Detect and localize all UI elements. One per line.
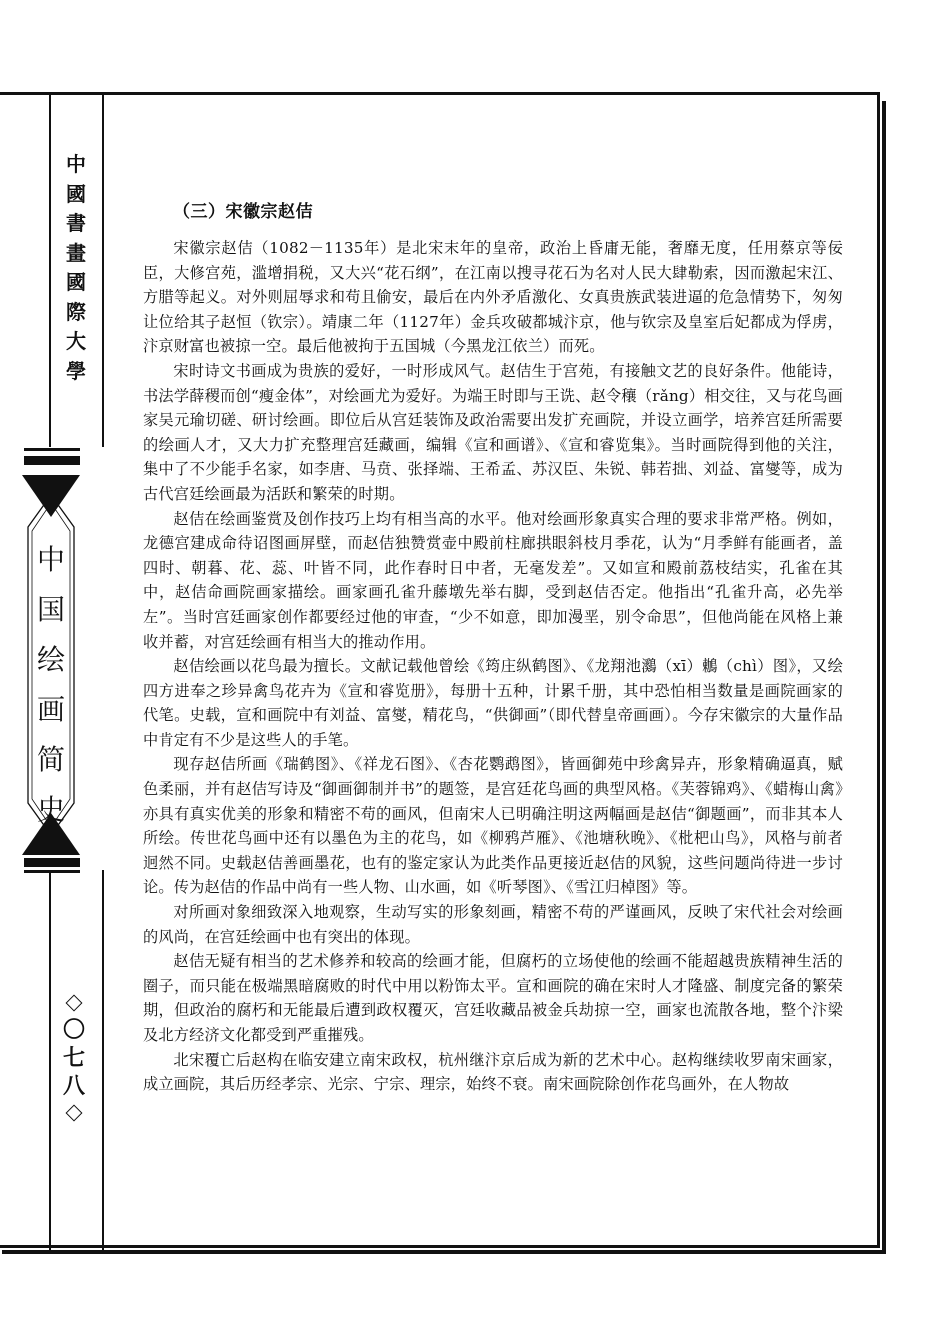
band-rule-top-1 [24,448,80,451]
band-rule-bottom-1 [24,858,80,867]
page-number-char: 〇 [62,1017,85,1043]
paragraph: 赵佶无疑有相当的艺术修养和较高的绘画才能，但腐朽的立场使他的绘画不能超越贵族精神生活的圈子，而只能在极端黑暗腐败的时代中用以粉饰太平。宣和画院的确在宋时人才隆盛、制度完备的繁荣期，但政治的腐朽和无能最后遭到政权覆灭，宫廷收藏品被金兵劫掠一空，画家也流散各地，整个汴梁及北方经济文化都受到严重摧残。 [143,952,843,1044]
paragraph: 现存赵佶所画《瑞鹤图》、《祥龙石图》、《杏花鹦鹉图》，皆画御苑中珍禽异卉，形象精确逼真，赋色柔丽，并有赵佶写诗及“御画御制并书”的题签，是宫廷花鸟画的典型风格。《芙蓉锦鸡》、《蜡梅山禽》亦具有真实优美的形象和精密不苟的画风，但南宋人已明确注明这两幅画是赵佶“御题画”，而非其本人所绘。传世花鸟画中还有以墨色为主的花鸟，如《柳鸦芦雁》、《池塘秋晚》、《枇杷山鸟》，风格与前者迥然不同。史载赵佶善画墨花，也有的鉴定家认为此类作品更接近赵佶的风貌，这些问题尚待进一步讨论。传为赵佶的作品中尚有一些人物、山水画，如《听琴图》、《雪江归棹图》等。 [143,755,843,897]
diamond-icon [66,1105,83,1122]
book-title-char: 简 [36,743,65,776]
book-title-char: 画 [36,693,65,726]
band-rule-bottom-2 [24,870,80,873]
university-char: 國 [66,270,86,294]
band-rule-top-2 [24,456,80,465]
book-title-char: 国 [36,593,65,626]
sidebar-rule-left-top [49,92,51,447]
university-char: 中 [66,152,86,176]
paragraph: 赵佶绘画以花鸟最为擅长。文献记载他曾绘《筠庄纵鹤图》、《龙翔池鸂（xī）鶒（chì）图》，又绘四方进奉之珍异禽鸟花卉为《宣和睿览册》，每册十五种，计累千册，其中恐怕相当数量是画院画家的代笔。史载，宣和画院中有刘益、富燮，精花鸟，“供御画”（即代替皇帝画画）。今存宋徽宗的大量作品中肯定有不少是这些人的手笔。 [143,657,843,749]
paragraph: 宋徽宗赵佶（1082－1135年）是北宋末年的皇帝，政治上昏庸无能，奢靡无度，任用蔡京等佞臣，大修宫苑，滥增捐税，又大兴“花石纲”，在江南以搜寻花石为名对人民大肆勒索，因而激起宋江、方腊等起义。对外则屈辱求和苟且偷安，最后在内外矛盾激化、女真贵族武装进逼的危急情势下，匆匆让位给其子赵恒（钦宗）。靖康二年（1127年）金兵攻破都城汴京，他与钦宗及皇室后妃都成为俘虏，汴京财富也被掠一空。最后他被拘于五国城（今黑龙江依兰）而死。 [143,239,843,356]
diamond-icon [66,995,83,1012]
sidebar-rule-right-bottom [102,870,104,1250]
page-number [54,990,94,1126]
book-title [22,535,80,835]
page-number-char: 七 [62,1045,85,1071]
main-content [143,197,843,1097]
university-char: 書 [66,211,86,235]
paragraph: 赵佶在绘画鉴赏及创作技巧上均有相当高的水平。他对绘画形象真实合理的要求非常严格。例如，龙德宫建成命待诏图画屏壁，而赵佶独赞赏壶中殿前柱廊拱眼斜枝月季花，认为“月季鲜有能画者，盖四时、朝暮、花、蕊、叶皆不同，此作春时日中者，无毫发差”。又如宣和殿前荔枝结实，孔雀在其中，赵佶命画院画家描绘。画家画孔雀升藤墩先举右脚，受到赵佶否定。他指出“孔雀升高，必先举左”。当时宫廷画家创作都要经过他的审查，“少不如意，即加漫垩，别令命思”，但他尚能在风格上兼收并蓄，对宫廷绘画有相当大的推动作用。 [143,509,843,651]
frame-shadow [2,1250,886,1254]
section-heading: （三）宋徽宗赵佶 [173,202,313,222]
paragraph: 宋时诗文书画成为贵族的爱好，一时形成风气。赵佶生于宫苑，有接触文艺的良好条件。他能诗，书法学薛稷而创“瘦金体”，对绘画尤为爱好。为端王时即与王诜、赵令穰（rǎng）相交往，又与花鸟画家吴元瑜切磋、研讨绘画。即位后从宫廷装饰及政治需要出发扩充画院，并设立画学，培养宫廷所需要的绘画人才，又大力扩充整理宫廷藏画，编辑《宣和画谱》、《宣和睿览集》。当时画院得到他的关注，集中了不少能手名家，如李唐、马贲、张择端、王希孟、苏汉臣、朱锐、韩若拙、刘益、富燮等，成为古代宫廷绘画最为活跃和繁荣的时期。 [143,361,843,503]
paragraph: 北宋覆亡后赵构在临安建立南宋政权，杭州继汴京后成为新的艺术中心。赵构继续收罗南宋画家，成立画院，其后历经孝宗、光宗、宁宗、理宗，始终不衰。南宋画院除创作花鸟画外，在人物故 [143,1050,843,1094]
university-char: 大 [66,329,86,353]
university-char: 國 [66,181,86,206]
book-title-char: 史 [36,793,65,826]
university-char: 畫 [66,240,86,265]
book-title-char: 绘 [36,643,65,676]
sidebar-rule-right-top [102,92,104,447]
book-title-char: 中 [36,543,65,576]
university-char: 學 [66,358,86,383]
sidebar-rule-left-bottom [49,870,51,1250]
paragraph: 对所画对象细致深入地观察，生动写实的形象刻画，精密不苟的严谨画风，反映了宋代社会对绘画的风尚，在宫廷绘画中也有突出的体现。 [143,903,843,946]
page-number-char: 八 [62,1073,85,1099]
university-char: 際 [66,299,86,324]
university-name [52,150,100,386]
